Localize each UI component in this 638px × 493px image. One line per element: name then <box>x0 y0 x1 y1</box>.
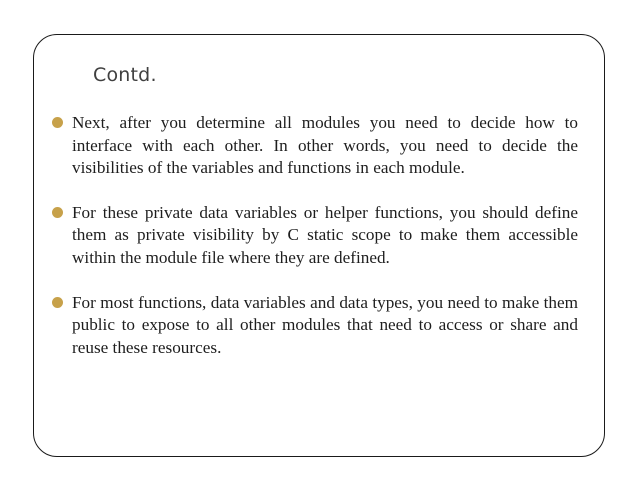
bullet-item <box>50 292 578 360</box>
bullet-dot-icon <box>52 117 63 128</box>
bullet-text: For most functions, data variables and data types, you need to make them public to expose to all other modules that need to access or share and reuse these resources. <box>72 292 578 357</box>
bullet-dot-icon <box>52 297 63 308</box>
bullet-text: For these private data variables or helper functions, you should define them as private visibility by C static scope to make them accessible within the module file where they are defined. <box>72 202 578 267</box>
bullet-item <box>50 112 578 180</box>
slide-title: Contd. <box>93 64 157 86</box>
bullet-list <box>50 112 578 359</box>
bullet-item <box>50 202 578 270</box>
bullet-text: Next, after you determine all modules you need to decide how to interface with each other. In other words, you need to decide the visibilities of the variables and functions in each module. <box>72 113 578 178</box>
bullet-dot-icon <box>52 207 63 218</box>
